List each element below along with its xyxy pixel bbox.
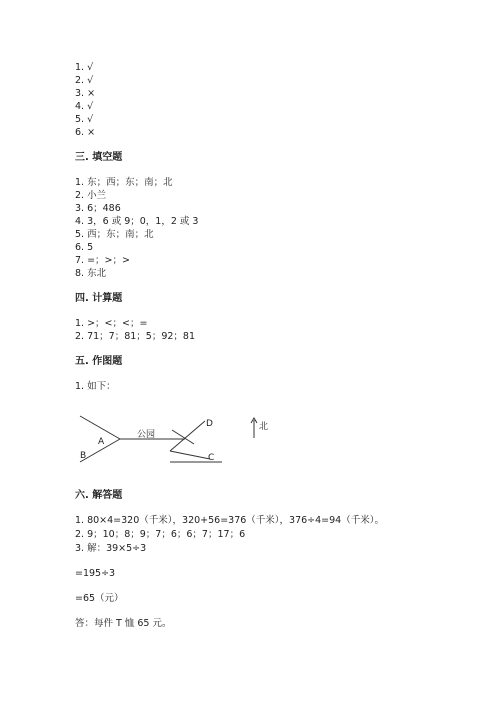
path-d-lower-line xyxy=(172,430,194,444)
answer-line: 1. √ xyxy=(75,62,94,73)
north-label: 北 xyxy=(259,422,269,432)
label-b: B xyxy=(80,451,87,461)
answer-line: 2. √ xyxy=(75,75,94,86)
answer-line: 3. 6；486 xyxy=(75,203,121,214)
answer-line: 2. 71；7；81；5；92；81 xyxy=(75,331,196,342)
answer-line: 5. 西；东；南；北 xyxy=(75,229,154,240)
answer-line: 3. 解：39×5÷3 xyxy=(75,543,147,554)
answer-line: 8. 东北 xyxy=(75,268,107,279)
answer-line: 2. 小兰 xyxy=(75,190,107,201)
answer-line: 1. >；<；<；= xyxy=(75,318,148,329)
section-title-fill: 三. 填空题 xyxy=(75,152,123,163)
answer-line: 6. × xyxy=(75,127,96,138)
answer-line: =65（元） xyxy=(75,593,124,604)
answer-line: 1. 80×4=320（千米），320+56=376（千米），376÷4=94（千米）。 xyxy=(75,515,384,526)
label-park: 公园 xyxy=(137,430,156,440)
answer-line: 答：每件 T 恤 65 元。 xyxy=(75,618,172,629)
north-arrow xyxy=(248,416,278,440)
answer-line: 3. × xyxy=(75,88,96,99)
section-title-solve: 六. 解答题 xyxy=(75,490,123,501)
answer-line: 6. 5 xyxy=(75,242,94,253)
path-c-line xyxy=(170,451,210,459)
label-d: D xyxy=(206,419,213,429)
answer-line: 4. √ xyxy=(75,101,94,112)
path-a-line xyxy=(80,416,120,439)
answer-line: 5. √ xyxy=(75,114,94,125)
path-d-upper-line xyxy=(170,421,205,451)
answer-line: =195÷3 xyxy=(75,568,116,579)
answer-line: 4. 3，6 或 9；0，1，2 或 3 xyxy=(75,216,199,227)
label-a: A xyxy=(98,437,105,447)
answer-line: 1. 东；西；东；南；北 xyxy=(75,177,173,188)
answer-line: 7. =；>；> xyxy=(75,255,130,266)
label-c: C xyxy=(208,453,215,463)
section-title-calc: 四. 计算题 xyxy=(75,293,123,304)
answer-line: 1. 如下： xyxy=(75,381,116,392)
section-title-draw: 五. 作图题 xyxy=(75,356,123,367)
answer-line: 2. 9；10；8；9；7；6；6；7；17；6 xyxy=(75,529,246,540)
